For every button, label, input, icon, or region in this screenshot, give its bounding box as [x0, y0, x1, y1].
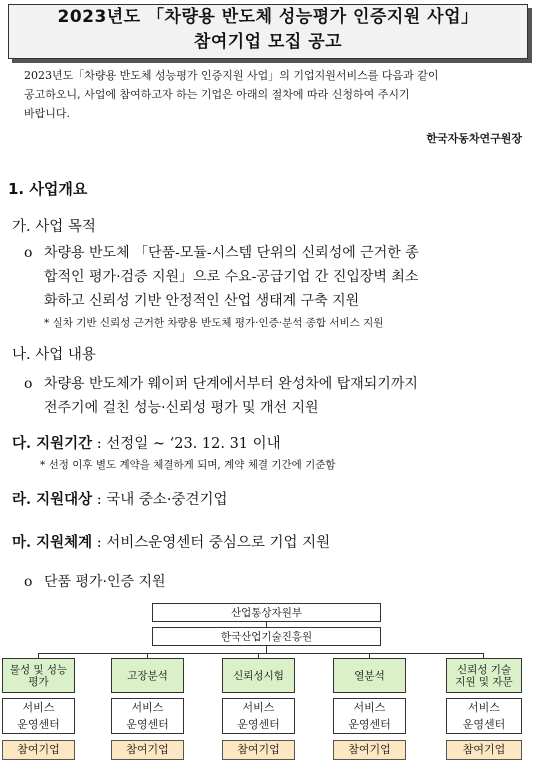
signer: 한국자동차연구원장 — [426, 132, 522, 145]
bullet-text: 전주기에 걸친 성능·신뢰성 평가 및 개선 지원 — [44, 400, 319, 416]
support-target — [12, 488, 228, 509]
area-box: 신뢰성시험 — [222, 658, 295, 693]
subheading-content: 나. 사업 내용 — [12, 347, 96, 363]
bullet-text: 합적인 평가·검증 지원」으로 수요-공급기업 간 진입장벽 최소 — [44, 269, 419, 285]
area-box: 열분석 — [333, 658, 406, 693]
company-box: 참여기업 — [2, 740, 75, 760]
connector — [38, 653, 484, 654]
support-target-text: : 국내 중소·중견기업 — [92, 492, 228, 508]
support-period-text: : 선정일 ~ ‘23. 12. 31 이내 — [92, 436, 281, 452]
section-heading: 1. 사업개요 — [8, 180, 88, 198]
bullet-symbol: o — [24, 376, 33, 392]
center-label: 서비스 — [468, 701, 500, 714]
purpose-bullet — [24, 241, 524, 313]
company-box: 참여기업 — [333, 740, 406, 760]
support-period-label: 다. 지원기간 — [12, 435, 93, 452]
support-period — [12, 432, 281, 453]
bullet-text: 차량용 반도체 「단품-모듈-시스템 단위의 신뢰성에 근거한 종 — [44, 245, 419, 261]
center-label: 서비스 — [22, 701, 55, 714]
area-box: 고장분석 — [111, 658, 184, 693]
center-label: 운영센터 — [348, 718, 391, 731]
bullet-text: 단품 평가·인증 지원 — [44, 574, 166, 590]
intro-line: 공고하오니, 사업에 참여하고자 하는 기업은 아래의 절차에 따라 신청하여 주시기 — [24, 88, 410, 101]
area-label: 물성 및 성능 — [9, 663, 68, 676]
company-box: 참여기업 — [222, 740, 295, 760]
unit-bullet — [24, 570, 524, 594]
title-line2: 참여기업 모집 공고 — [193, 32, 343, 52]
company-box: 참여기업 — [111, 740, 184, 760]
support-system-text: : 서비스운영센터 중심으로 기업 지원 — [92, 535, 331, 551]
title-line1: 2023년도 「차량용 반도체 성능평가 인증지원 사업」 — [57, 7, 479, 27]
title-box — [8, 4, 528, 59]
bullet-symbol: o — [24, 574, 33, 590]
center-label: 서비스 — [242, 701, 275, 714]
support-system-label: 마. 지원체계 — [12, 534, 93, 551]
center-label: 운영센터 — [462, 718, 506, 731]
area-label: 지원 및 자문 — [455, 675, 513, 688]
intro-paragraph — [24, 66, 524, 123]
ministry-box: 산업통상자원부 — [152, 603, 381, 622]
center-label: 운영센터 — [126, 718, 169, 731]
center-label: 서비스 — [353, 701, 386, 714]
bullet-text: 차량용 반도체가 웨이퍼 단계에서부터 완성차에 탑재되기까지 — [44, 376, 418, 392]
connector — [266, 646, 267, 653]
support-period-note: * 선정 이후 별도 계약을 체결하게 되며, 계약 체결 기간에 기준함 — [40, 459, 336, 471]
intro-line: 2023년도「차량용 반도체 성능평가 인증지원 사업」의 기업지원서비스를 다음과 같이 — [24, 69, 439, 82]
area-box — [446, 658, 522, 693]
company-box: 참여기업 — [446, 740, 522, 760]
area-label: 평가 — [28, 675, 49, 688]
service-center-box — [333, 698, 406, 734]
subheading-purpose: 가. 사업 목적 — [12, 219, 96, 235]
area-label: 신뢰성 기술 — [456, 663, 512, 676]
service-center-box — [446, 698, 522, 734]
support-system — [12, 531, 330, 552]
service-center-box — [111, 698, 184, 734]
service-center-box — [2, 698, 75, 734]
area-box — [2, 658, 75, 693]
bullet-symbol: o — [24, 245, 33, 261]
center-label: 운영센터 — [17, 718, 60, 731]
content-bullet — [24, 372, 524, 420]
support-target-label: 라. 지원대상 — [12, 491, 93, 508]
center-label: 서비스 — [131, 701, 164, 714]
purpose-note: * 실차 기반 신뢰성 근거한 차량용 반도체 평가·인증·분석 종합 서비스 지원 — [44, 317, 384, 329]
agency-box: 한국산업기술진흥원 — [152, 627, 381, 646]
service-center-box — [222, 698, 295, 734]
center-label: 운영센터 — [237, 718, 280, 731]
bullet-text: 화하고 신뢰성 기반 안정적인 산업 생태계 구축 지원 — [44, 293, 360, 309]
intro-line: 바랍니다. — [24, 107, 71, 120]
